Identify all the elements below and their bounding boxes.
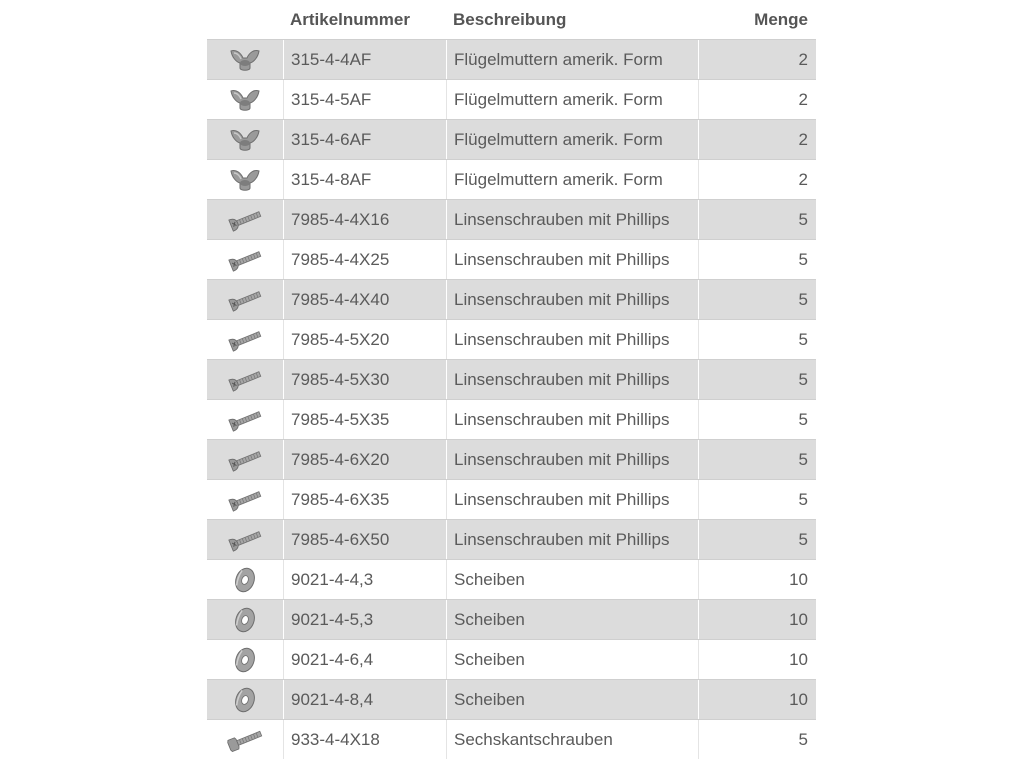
quantity: 5 [698, 280, 816, 319]
quantity: 10 [698, 640, 816, 679]
description: Linsenschrauben mit Phillips [446, 400, 698, 439]
article-number: 315-4-4AF [283, 40, 446, 79]
description: Linsenschrauben mit Phillips [446, 480, 698, 519]
description: Linsenschrauben mit Phillips [446, 240, 698, 279]
quantity: 5 [698, 440, 816, 479]
description: Linsenschrauben mit Phillips [446, 440, 698, 479]
quantity: 10 [698, 560, 816, 599]
wing-nut-icon [207, 40, 283, 79]
table-body [207, 39, 816, 759]
article-number: 315-4-8AF [283, 160, 446, 199]
table-row [207, 319, 816, 359]
description: Sechskantschrauben [446, 720, 698, 759]
pan-head-screw-icon [207, 400, 283, 439]
article-number: 9021-4-8,4 [283, 680, 446, 719]
quantity: 10 [698, 680, 816, 719]
hex-bolt-icon [207, 720, 283, 759]
table-row [207, 399, 816, 439]
washer-icon [207, 640, 283, 679]
table-row [207, 519, 816, 559]
description: Scheiben [446, 680, 698, 719]
article-number: 7985-4-6X50 [283, 520, 446, 559]
quantity: 5 [698, 520, 816, 559]
table-row [207, 719, 816, 759]
quantity: 2 [698, 40, 816, 79]
quantity: 5 [698, 480, 816, 519]
quantity: 5 [698, 320, 816, 359]
article-number: 7985-4-5X30 [283, 360, 446, 399]
quantity: 10 [698, 600, 816, 639]
description: Flügelmuttern amerik. Form [446, 40, 698, 79]
description: Scheiben [446, 640, 698, 679]
description: Linsenschrauben mit Phillips [446, 520, 698, 559]
parts-table [207, 0, 816, 759]
pan-head-screw-icon [207, 280, 283, 319]
table-row [207, 239, 816, 279]
description: Flügelmuttern amerik. Form [446, 120, 698, 159]
article-number: 7985-4-4X16 [283, 200, 446, 239]
pan-head-screw-icon [207, 240, 283, 279]
table-row [207, 119, 816, 159]
wing-nut-icon [207, 80, 283, 119]
pan-head-screw-icon [207, 360, 283, 399]
wing-nut-icon [207, 120, 283, 159]
quantity: 5 [698, 720, 816, 759]
description: Linsenschrauben mit Phillips [446, 280, 698, 319]
table-row [207, 639, 816, 679]
article-number: 9021-4-4,3 [283, 560, 446, 599]
wing-nut-icon [207, 160, 283, 199]
description: Flügelmuttern amerik. Form [446, 80, 698, 119]
article-number: 933-4-4X18 [283, 720, 446, 759]
article-number: 315-4-5AF [283, 80, 446, 119]
pan-head-screw-icon [207, 520, 283, 559]
table-row [207, 159, 816, 199]
article-number: 7985-4-5X35 [283, 400, 446, 439]
table-row [207, 199, 816, 239]
article-number: 7985-4-5X20 [283, 320, 446, 359]
pan-head-screw-icon [207, 440, 283, 479]
table-header [207, 0, 816, 39]
table-row [207, 39, 816, 79]
table-row [207, 279, 816, 319]
description: Scheiben [446, 600, 698, 639]
description: Flügelmuttern amerik. Form [446, 160, 698, 199]
article-number: 315-4-6AF [283, 120, 446, 159]
description: Linsenschrauben mit Phillips [446, 320, 698, 359]
header-description: Beschreibung [453, 9, 567, 29]
table-row [207, 79, 816, 119]
article-number: 7985-4-6X20 [283, 440, 446, 479]
pan-head-screw-icon [207, 200, 283, 239]
description: Linsenschrauben mit Phillips [446, 200, 698, 239]
pan-head-screw-icon [207, 480, 283, 519]
table-row [207, 439, 816, 479]
header-icon-column [207, 0, 283, 39]
table-row [207, 479, 816, 519]
article-number: 9021-4-6,4 [283, 640, 446, 679]
quantity: 2 [698, 120, 816, 159]
washer-icon [207, 680, 283, 719]
quantity: 2 [698, 160, 816, 199]
table-row [207, 359, 816, 399]
quantity: 5 [698, 360, 816, 399]
article-number: 7985-4-6X35 [283, 480, 446, 519]
quantity: 5 [698, 240, 816, 279]
washer-icon [207, 600, 283, 639]
quantity: 5 [698, 200, 816, 239]
pan-head-screw-icon [207, 320, 283, 359]
description: Scheiben [446, 560, 698, 599]
header-article-number: Artikelnummer [290, 9, 410, 29]
quantity: 5 [698, 400, 816, 439]
article-number: 9021-4-5,3 [283, 600, 446, 639]
header-quantity: Menge [754, 9, 808, 29]
table-row [207, 679, 816, 719]
table-row [207, 559, 816, 599]
article-number: 7985-4-4X25 [283, 240, 446, 279]
quantity: 2 [698, 80, 816, 119]
washer-icon [207, 560, 283, 599]
description: Linsenschrauben mit Phillips [446, 360, 698, 399]
article-number: 7985-4-4X40 [283, 280, 446, 319]
table-row [207, 599, 816, 639]
